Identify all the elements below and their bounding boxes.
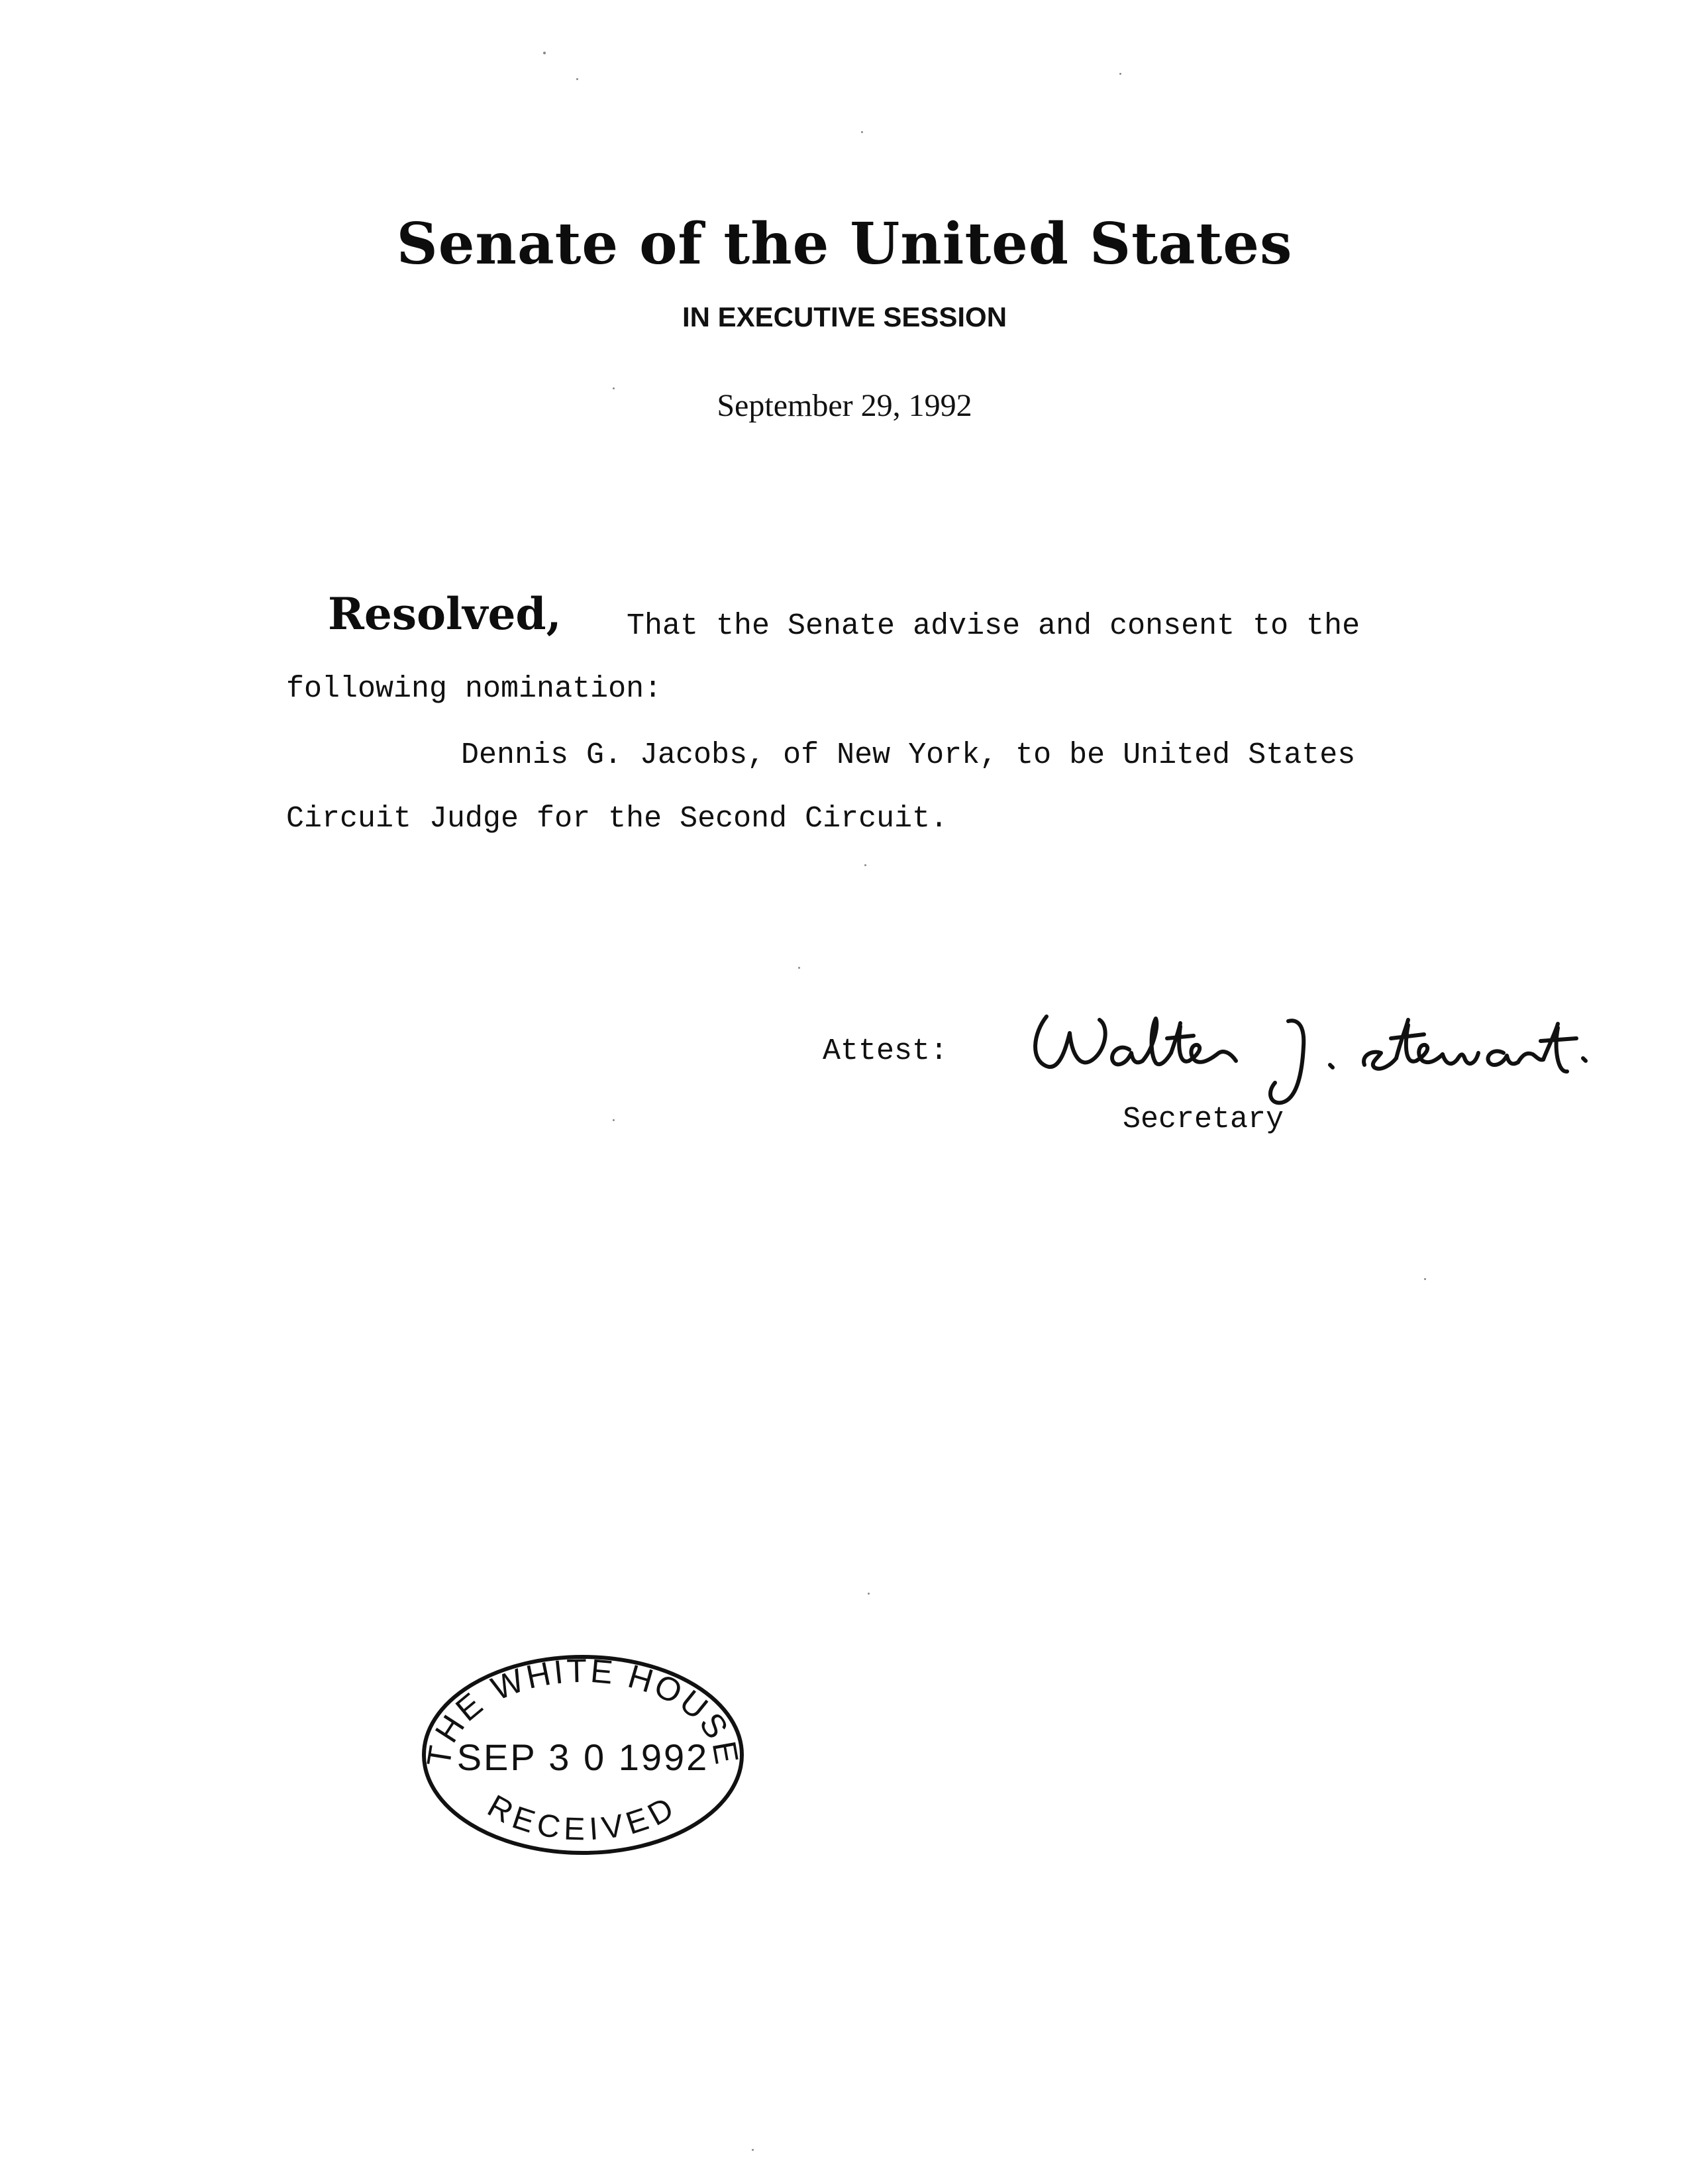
white-house-received-stamp: [411, 1649, 755, 1861]
scan-speck: [1424, 1278, 1426, 1280]
signature-text: Walter J. Stewart: [1020, 978, 1093, 989]
scan-speck: [1119, 73, 1121, 75]
session-subtitle: IN EXECUTIVE SESSION: [682, 301, 1007, 332]
stamp-bottom-text: RECEIVED: [482, 1788, 684, 1848]
document-title: Senate of the United States: [396, 211, 1293, 277]
nomination-line-2: Circuit Judge for the Second Circuit.: [286, 802, 948, 836]
scan-speck: [861, 131, 863, 133]
resolved-heading: Resolved,: [328, 588, 562, 640]
document-date: September 29, 1992: [717, 388, 972, 423]
signature: [1020, 978, 1616, 1119]
scan-speck: [864, 864, 866, 866]
scan-speck: [752, 2149, 754, 2151]
resolution-line-1: That the Senate advise and consent to the: [627, 609, 1360, 643]
resolution-line-2: following nomination:: [286, 672, 662, 706]
stamp-date: SEP 3 0 1992: [456, 1736, 709, 1778]
attest-label: Attest:: [823, 1034, 948, 1068]
scan-speck: [576, 78, 578, 80]
nomination-line-1: Dennis G. Jacobs, of New York, to be United States: [461, 738, 1356, 772]
scan-speck: [613, 387, 615, 389]
scan-speck: [543, 52, 546, 54]
svg-text:RECEIVED: [482, 1789, 684, 1848]
secretary-title: Secretary: [1123, 1103, 1284, 1136]
stamp-top-text: THE WHITE HOUSE: [419, 1652, 746, 1769]
scan-speck: [613, 1119, 615, 1121]
scan-speck: [868, 1593, 870, 1595]
scan-speck: [798, 967, 800, 969]
